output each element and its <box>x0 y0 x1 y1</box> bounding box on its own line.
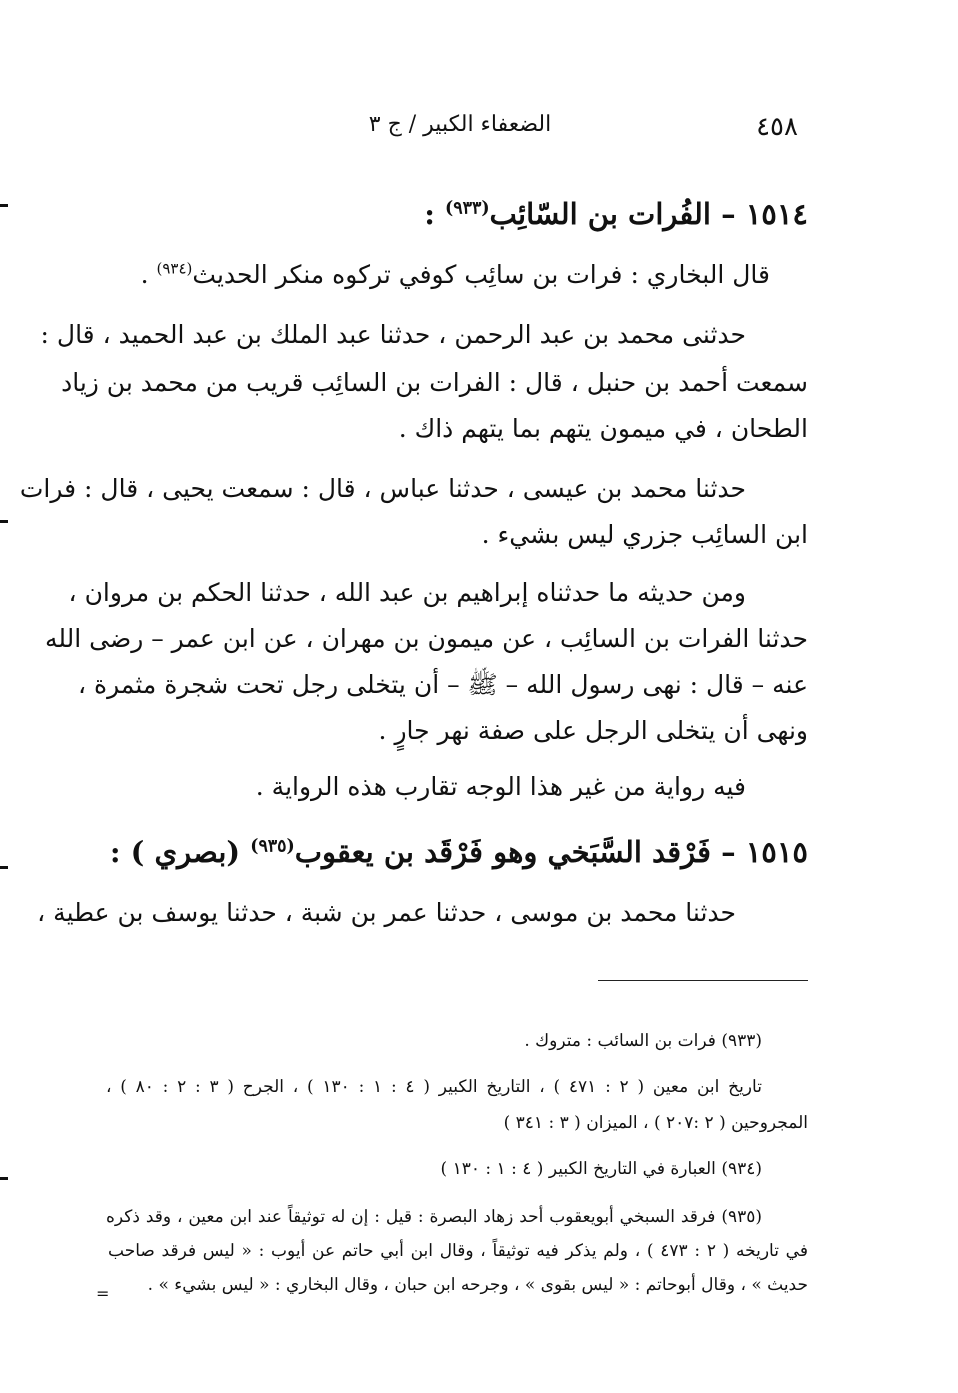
entry-heading-1515 <box>108 832 808 872</box>
edge-mark <box>0 204 8 207</box>
bukhari-text: قال البخاري : فرات بن سائِب كوفي تركوه منكر الحديث <box>192 260 770 289</box>
entry-heading-1514 <box>108 194 808 234</box>
paragraph-line: ومن حديثه ما حدثناه إبراهيم بن عبد الله ، حدثنا الحكم بن مروان ، <box>68 578 746 607</box>
footnote-933-sources: تاريخ ابن معين ( ٢ : ٤٧١ ) ، التاريخ الكبير ( ٤ : ١ : ١٣٠ ) ، الجرح ( ٣ : ٢ : ٨٠ ) ، <box>106 1077 762 1097</box>
entry-number: ١٥١٥ <box>745 835 808 869</box>
paragraph-line: حدثنى محمد بن عبد الرحمن ، حدثنا عبد الملك بن عبد الحميد ، قال : <box>40 320 746 349</box>
paragraph-line: حدثنا محمد بن عيسى ، حدثنا عباس ، قال : سمعت يحيى ، قال : فرات <box>19 474 746 503</box>
bukhari-line <box>108 258 770 292</box>
edge-mark <box>0 866 8 869</box>
entry-name: الفُرات بن السّائِب <box>489 197 711 231</box>
footnote-ref: (٩٣٥) <box>250 836 295 857</box>
entry-dash: – <box>721 835 736 869</box>
entry-colon: : <box>424 197 435 231</box>
paragraph-line: ونهى أن يتخلى الرجل على صفة نهر جارٍ . <box>378 716 808 745</box>
paragraph-line: حدثنا محمد بن موسى ، حدثنا عمر بن شبة ، حدثنا يوسف بن عطية ، <box>37 898 736 927</box>
footnote-935: في تاريخه ( ٢ : ٤٧٣ ) ، ولم يذكر فيه توثيقاً ، وقال ابن أبي حاتم عن أيوب : « ليس فرقد صاحب <box>108 1241 808 1261</box>
footnote-separator <box>598 980 808 981</box>
footnote-935: حديث » ، وقال أبوحاتم : « ليس بقوى » ، وجرحه ابن حبان ، وقال البخاري : « ليس بشيء » . <box>147 1275 808 1295</box>
edge-mark <box>0 1177 8 1180</box>
footnote-ref: (٩٣٣) <box>445 198 490 219</box>
footnote-935: (٩٣٥) فرقد السبخي أبويعقوب أحد زهاد البصرة : قيل : إن له توثيقاً عند ابن معين ، وقد ذكره <box>106 1207 762 1227</box>
paragraph-line: سمعت أحمد بن حنبل ، قال : الفرات بن السائِب قريب من محمد بن زياد <box>61 368 808 397</box>
continuation-mark: = <box>96 1284 110 1303</box>
entry-number: ١٥١٤ <box>745 197 808 231</box>
footnote-933: (٩٣٣) فرات بن السائب : متروك . <box>524 1031 762 1051</box>
paragraph-line: ابن السائِب جزري ليس بشيء . <box>481 520 808 549</box>
paragraph-line: الطحان ، في ميمون يتهم بما يتهم ذاك . <box>398 414 808 443</box>
bukhari-end: . <box>140 260 157 289</box>
entry-dash: – <box>721 197 736 231</box>
running-header-title: الضعفاء الكبير / ج ٣ <box>368 112 552 137</box>
footnote-ref: (٩٣٤) <box>156 259 193 278</box>
footnote-934: (٩٣٤) العبارة في التاريخ الكبير ( ٤ : ١ : ١٣٠ ) <box>440 1159 762 1179</box>
footnote-933-sources: المجروحين ( ٢ :٢٠٧ ) ، الميزان ( ٣ : ٣٤١ ) <box>503 1113 808 1133</box>
entry-qualifier: (بصري ) : <box>109 835 241 869</box>
edge-mark <box>0 520 8 523</box>
page-number: ٤٥٨ <box>756 112 798 142</box>
entry-name: فَرْقد السَّبَخي وهو فَرْقَد بن يعقوب <box>294 835 711 869</box>
paragraph-line: عنه – قال : نهى رسول الله – ﷺ – أن يتخلى رجل تحت شجرة مثمرة ، <box>77 670 808 699</box>
paragraph-line: حدثنا الفرات بن السائِب ، عن ميمون بن مهران ، عن ابن عمر – رضى الله <box>44 624 808 653</box>
paragraph-line: فيه رواية من غير هذا الوجه تقارب هذه الرواية . <box>255 772 746 801</box>
